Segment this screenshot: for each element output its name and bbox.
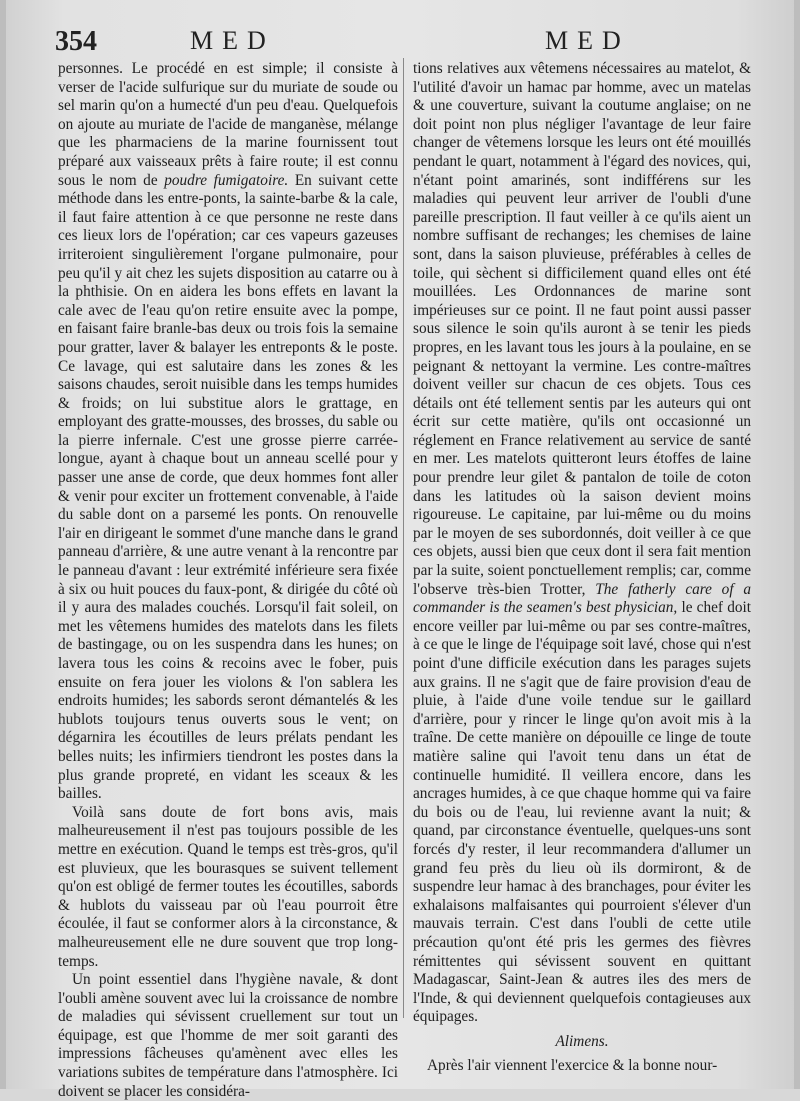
running-head-left: MED [190,26,275,55]
right-column [413,60,751,1076]
left-column [58,60,398,1101]
page-header [0,26,800,56]
term-poudre-fumigatoire: poudre fumigatoire. [164,171,289,189]
left-paragraph-1: personnes. Le procédé en est simple; il consiste à verser de l'acide sulfurique sur du muriate de soude ou sel marin qu'on a humecté d'un peu d'eau. Quelquefois on ajoute au muriate de l'acide de manganèse, mélange que les pharmaciens de la marine fournissent tout préparé aux vaisseaux prêts à faire route; il est connu sous le nom de poudre fumigatoire. En suivant cette méthode dans les entre-ponts, la sainte-barbe & la cale, il faut faire attention à ce que personne ne reste dans ces lieux lors de l'opération; car ces vapeurs gazeuses irriteroient singulièrement l'organe pulmonaire, pour peu qu'il y ait chez les sujets disposition au catarre ou à la phthisie. On en aidera les bons effets en lavant la cale avec de l'eau qu'on retire ensuite avec la pompe, en faisant faire branle-bas deux ou trois fois la semaine pour gratter, laver & balayer les entreponts & le poste. Ce lavage, qui est salutaire dans les zones & les saisons chaudes, seroit nuisible dans les temps humides & froids; on lui substitue alors le grattage, en employant des gratte-mousses, des brosses, du sable ou la pierre infernale. C'est une grosse pierre carrée-longue, ayant à chaque bout un anneau scellé pour y passer une anse de corde, que deux hommes font aller & venir pour exciter un frottement convenable, à l'aide du sable dont on a parsemé les ponts. On renouvelle l'air en dirigeant le sommet d'une manche dans le grand panneau d'arrière, & une autre venant à la rencontre par le panneau d'avant : leur extrémité inférieure sera fixée à six ou huit pouces du faux-pont, & dirigée du côté où il y aura des malades couchés. Lorsqu'il fait soleil, on met les vêtemens humides des matelots dans les filets de bastingage, ou on les suspendra dans les hunes; on lavera tous les coins & recoins avec le fober, puis ensuite on fera jouer les violons & l'on sablera les endroits humides; les sabords seront démantelés & les hublots toujours tenus ouverts sous le vent; on dégarnira les écoutilles de leurs prélats pendant les belles nuits; les infirmiers tiendront les postes dans la plus grande propreté, en vidant les sceaux & les bailles. [58,60,399,803]
section-subheading: Alimens. [555,1032,609,1050]
right-paragraph-2: Après l'air viennent l'exercice & la bonne nour- [427,1057,718,1075]
page-number: 354 [55,26,97,57]
running-head-right: MED [545,26,630,55]
trotter-quote: The fatherly care of a commander is the seamen's best physician, [413,580,751,617]
left-paragraph-3: Un point essentiel dans l'hygiène navale, & dont l'oubli amène souvent avec lui la croissance de nombre de maladies qui sévissent cruellement sur tout un équipage, est que l'homme de mer soit garanti des impressions fâcheuses qu'amènent avec elles les variations subites de température dans l'atmosphère. Ici doivent se placer les considéra- [58,971,398,1100]
page-edge-right [794,0,800,1089]
page-edge-left [0,0,6,1089]
left-paragraph-2: Voilà sans doute de fort bons avis, mais malheureusement il n'est pas toujours possible de les mettre en exécution. Quand le temps est très-gros, qu'il est pluvieux, que les bourasques se suivent tellement qu'on est obligé de fermer toutes les écoutilles, sabords & hublots du vaisseau par où l'eau pourroit être écoulée, il faut se conformer alors à la circonstance, & malheureusement elle ne dure souvent que trop long-temps. [58,803,398,970]
column-divider [403,58,404,1018]
right-paragraph-1: tions relatives aux vêtemens nécessaires au matelot, & l'utilité d'avoir un hamac par homme, avec un matelas & une couverture, suivant la coutume anglaise; on ne doit point non plus négliger l'avantage de leur faire changer de vêtemens lorsque les leurs ont été mouillés pendant le quart, notamment à l'égard des novices, qui, n'étant point amarinés, sont indifférens sur les maladies qui peuvent leur arriver de l'oubli d'une pareille prescription. Il faut veiller à ce qu'ils aient un nombre suffisant de rechanges; les chemises de laine sont, dans la saison pluvieuse, préférables à celles de toile, qui sèchent si difficilement quand elles ont été mouillées. Les Ordonnances de marine sont impérieuses sur ce point. Il ne faut point aussi passer sous silence le soin qu'ils auront à se tenir les pieds propres, en les lavant tous les jours à la poulaine, en se peignant & nettoyant la vermine. Les contre-maîtres doivent veiller sur chacun de ces objets. Tous ces détails ont été tellement sentis par les auteurs qui ont écrit sur cette matière, qu'ils ont occasionné un réglement en France relativement au service de santé en mer. Les matelots quitteront leurs étoffes de laine pour prendre leur gilet & pantalon de toile de coton dans les latitudes où la saison devient moins rigoureuse. Le capitaine, par lui-même ou du moins par le moyen de ses subordonnés, doit veiller à ce que ces objets, aussi bien que ceux dont il sera fait mention par la suite, soient ponctuellement remplis; car, comme l'observe très-bien Trotter, The fatherly care of a commander is the seamen's best physician, le chef doit encore veiller par lui-même ou par ses contre-maîtres, à ce que le linge de l'équipage soit lavé, chose qui n'est point d'une difficile exécution dans les parages sujets aux grains. Il ne s'agit que de faire provision d'eau de pluie, à l'aide d'une voile tendue sur le gaillard d'arrière, pour y rincer le linge qu'on avoit mis à la traîne. De cette manière on dépouille ce linge de toute matière saline qui l'avoit tenu dans un état de continuelle humidité. Il veillera encore, dans les ancrages humides, à ce que chaque homme qui va faire du bois ou de l'eau, lui revienne avant la nuit; & quand, par circonstance éventuelle, quelques-uns sont forcés d'y rester, il leur recommandera d'allumer un grand feu près du lieu où ils dormiront, & de suspendre leur hamac à des branchages, pour éviter les exhalaisons malfaisantes qui pourroient s'élever d'un mauvais terrain. C'est dans l'oubli de cette utile précaution qu'ont été pris les germes des fièvres rémittentes qui sévissent souvent en quittant Madagascar, Saint-Jean & autres iles des mers de l'Inde, & qui deviennent quelquefois contagieuses aux équipages. [413,60,751,1026]
